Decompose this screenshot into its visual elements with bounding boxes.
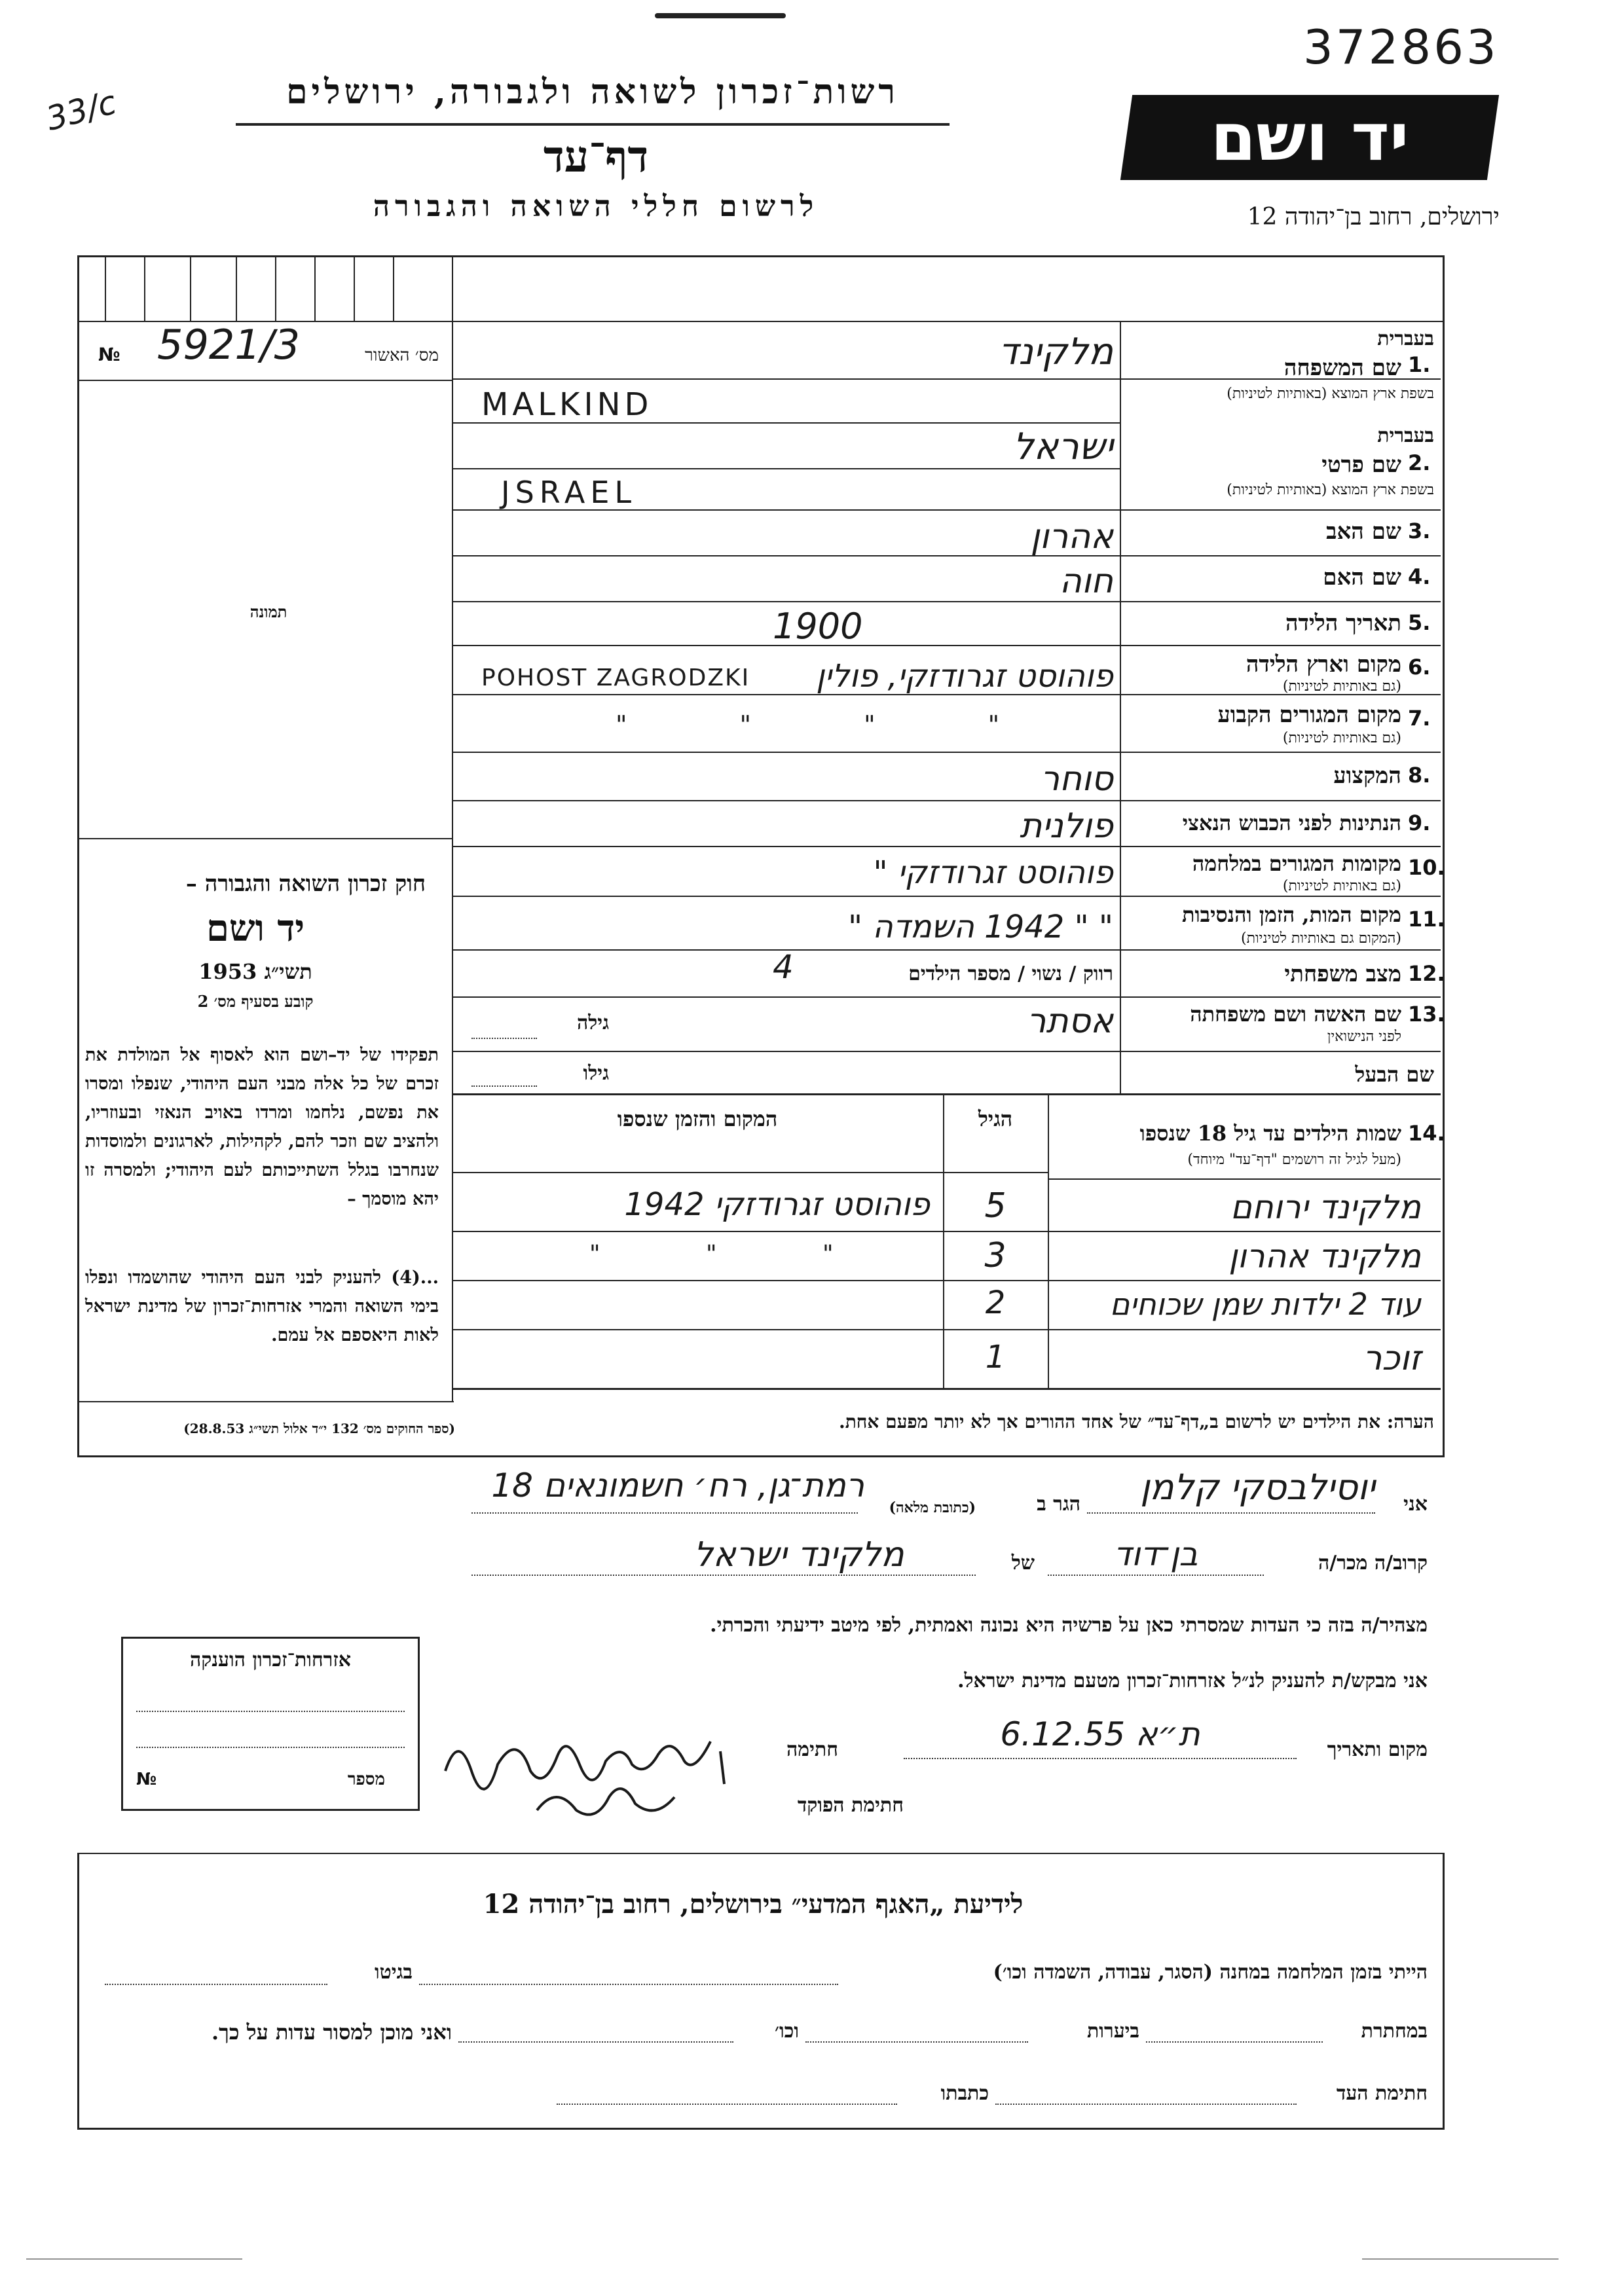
authority-line: רשות־זכרון לשואה ולגבורה, ירושלים: [286, 72, 899, 112]
divider-label-col: [1120, 321, 1121, 1093]
field-11-label: מקום המות, הזמן והנסיבות: [1181, 902, 1401, 927]
tick-1: [105, 255, 106, 321]
field-6-num: 6.: [1408, 655, 1431, 680]
field-1-sub: בשפת ארץ המוצא (באותיות לטיניות): [1227, 386, 1434, 402]
decl-i-value: יוסילבסקי קלמן: [1140, 1467, 1375, 1508]
field-2-num: 2.: [1408, 450, 1431, 475]
tick-8: [393, 255, 394, 321]
children-bottom-line: [452, 1388, 1441, 1390]
margin-note: 33/c: [42, 83, 120, 138]
footer-line2-a: במחתרת: [1361, 2020, 1428, 2043]
divider-left-col: [452, 255, 453, 1093]
children-row-line-3: [452, 1329, 1441, 1330]
footer-title: לידיעת „האגף המדעי״ בירושלים, רחוב בן־יהודה 12: [483, 1889, 1024, 1920]
tick-4: [236, 255, 237, 321]
serial-value: 5921/3: [157, 321, 301, 369]
authority-underline: [236, 123, 950, 126]
decl-address-sub: (כתובת מלאה): [889, 1499, 976, 1516]
row-line-9: [452, 846, 1441, 847]
row-line-5: [452, 645, 1441, 646]
field-12-label: מצב משפחתי: [1284, 961, 1401, 987]
field-7-sub: (גם באותיות לטיניות): [1282, 730, 1401, 746]
serial-line: [77, 380, 452, 381]
field-7-value: " " " ": [616, 710, 1000, 739]
child-row-3-name: עוד 2 ילדות שמן שכוחים: [1109, 1286, 1421, 1322]
child-row-2-age: 3: [984, 1236, 1006, 1275]
field-4-num: 4.: [1408, 564, 1431, 589]
field-2-hebrew-tag: בעברית: [1377, 424, 1434, 447]
address: ירושלים, רחוב בן־יהודה 12: [1247, 204, 1500, 230]
law-title: חוק זכרון השואה והגבורה –: [185, 871, 426, 897]
signature: [432, 1712, 747, 1830]
row-line-2a: [452, 468, 1120, 469]
decl-of-value: מלקינד ישראל: [693, 1535, 904, 1575]
husband-age-label: גילו: [583, 1062, 609, 1085]
citizenship-line-2: [136, 1747, 405, 1748]
archive-number: 372863: [1303, 20, 1499, 75]
tick-5: [275, 255, 276, 321]
decl-relation-value: בן־דוד: [1113, 1535, 1198, 1573]
law-bottom-line: [77, 1401, 454, 1402]
tick-6: [314, 255, 316, 321]
field-10-num: 10.: [1408, 855, 1445, 880]
field-10-value: פוהוסט זגרודזקי ": [873, 854, 1113, 891]
child-row-1-age: 5: [984, 1186, 1006, 1226]
field-13-label: שם האשה ושם משפחתה: [1190, 1002, 1401, 1027]
footer-line3-b: כתבתו: [940, 2082, 989, 2105]
children-note: הערה: את הילדים יש לרשום ב„דף־עד״ של אחד ההורים אך לא יותר מפעם אחת.: [838, 1411, 1434, 1432]
field-4-value: חוה: [1059, 562, 1113, 601]
logo-text: יד ושם: [1210, 99, 1409, 175]
footer-line3-a: חתימת העד: [1336, 2082, 1428, 2105]
children-row-line-2: [452, 1280, 1441, 1281]
row-line-4: [452, 601, 1441, 602]
field-1-value-he: מלקינד: [998, 331, 1113, 373]
field-5-num: 5.: [1408, 610, 1431, 635]
field-8-value: סוחר: [1040, 759, 1113, 799]
field-9-label: הנתינות לפני הכבוש הנאצי: [1182, 811, 1401, 835]
photo-bottom-line: [77, 838, 452, 839]
law-right-border: [452, 1093, 453, 1401]
row-line-7: [452, 752, 1441, 753]
footer-line1-a: הייתי בזמן המלחמה במחנה (הסגר, עבודה, השמדה וכו׳): [993, 1961, 1428, 1984]
field-5-value: 1900: [773, 606, 863, 647]
decl-signature-label: חתימה: [786, 1738, 838, 1761]
decl-address-label: הגר ב: [1037, 1493, 1080, 1516]
tick-3: [190, 255, 191, 321]
field-1-value-lat: MALKIND: [481, 386, 653, 423]
children-col-age: הגיל: [978, 1106, 1013, 1131]
field-6-value-lat: POHOST ZAGRODZKI: [481, 665, 750, 691]
citizenship-line-1: [136, 1711, 405, 1712]
decl-address-value: רמת־גן, רח׳ חשמונאים 18: [491, 1467, 864, 1504]
field-6-value: פוהוסט זגרודזקי, פולין: [816, 658, 1113, 695]
child-row-1-name: מלקינד ירוחם: [1230, 1188, 1421, 1226]
children-col-place: המקום והזמן שנספו: [617, 1106, 778, 1131]
row-line-11: [452, 949, 1441, 951]
children-num: 14.: [1408, 1121, 1445, 1146]
field-1-label: שם המשפחה: [1283, 355, 1401, 381]
children-row-line-1: [452, 1231, 1441, 1232]
citizenship-number-label: מספר: [347, 1770, 385, 1789]
footer-line2-b: ביערות: [1086, 2020, 1139, 2043]
field-4-label: שם האם: [1323, 564, 1401, 591]
row-line-10: [452, 896, 1441, 897]
tick-7: [354, 255, 355, 321]
field-3-num: 3.: [1408, 519, 1431, 543]
photo-label: תמונה: [249, 602, 287, 621]
law-ref: (ספר החוקים מס׳ 132 י״ד אלול תשי״ג 28.8.53): [183, 1421, 455, 1436]
decl-place-date-value: ת״א 6.12.55: [1000, 1715, 1200, 1753]
row-line-12: [452, 996, 1441, 998]
field-7-label: מקום המגורים הקבוע: [1217, 702, 1401, 728]
children-col-age-right: [1048, 1093, 1049, 1388]
form-title: דף־עד: [543, 131, 649, 182]
field-13-age-label: גילה: [576, 1011, 609, 1034]
field-12-children: 4: [773, 948, 794, 986]
field-10-sub: (גם באותיות לטיניות): [1282, 878, 1401, 894]
field-12-num: 12.: [1408, 961, 1445, 986]
row-line-13: [452, 1051, 1441, 1052]
field-8-num: 8.: [1408, 763, 1431, 788]
children-title: שמות הילדים עד גיל 18 שנספו: [1139, 1121, 1401, 1146]
field-9-value: פולנית: [1020, 807, 1113, 846]
footer-frame: [77, 1853, 1445, 2130]
decl-place-date-line: [904, 1758, 1297, 1759]
yad-vashem-logo: [1120, 95, 1499, 180]
decl-relation-line: [1048, 1575, 1264, 1576]
field-1-num: 1.: [1408, 352, 1431, 377]
citizenship-box: [121, 1637, 420, 1811]
field-6-sub: (גם באותיות לטיניות): [1282, 678, 1401, 695]
decl-address-line: [471, 1512, 858, 1514]
field-13-num: 13.: [1408, 1002, 1445, 1027]
form-subtitle: לרשום חללי השואה והגבורה: [373, 190, 819, 223]
decl-statement-1: מצהיר/ה בזה כי העדות שמסרתי כאן על פרשיה היא נכונה ואמתית, לפי מיטב ידיעתי והכרתי.: [710, 1614, 1428, 1637]
citizenship-title: אזרחות־זכרון הוענקה: [189, 1649, 352, 1671]
footer-line2-c: וכו׳: [775, 2020, 799, 2043]
children-header-line-name: [1048, 1178, 1441, 1180]
decl-of-line: [471, 1575, 976, 1576]
row-line-husband: [452, 1093, 1441, 1095]
field-8-label: המקצוע: [1333, 763, 1401, 789]
field-1-hebrew-tag: בעברית: [1377, 327, 1434, 350]
field-13-value: אסתר: [1026, 1002, 1113, 1041]
field-3-label: שם האב: [1326, 519, 1401, 545]
footer-line2-d: ואני מוכן למסור עדות על כך.: [211, 2020, 452, 2045]
law-name: יד ושם: [206, 907, 305, 950]
child-row-2-place: " " ": [589, 1241, 834, 1267]
field-9-num: 9.: [1408, 811, 1431, 835]
child-row-1-place: פוהוסט זגרודזקי 1942: [624, 1186, 930, 1223]
law-year: תשי״ג 1953: [198, 959, 312, 984]
law-text-2: ...(4) להעניק לבני העם היהודי שהושמדו ונפלו בימי השואה והמרי אזרחות־זכרון של מדינת ישראל לאות היאספם אל עמם.: [85, 1267, 439, 1345]
decl-relation-label: קרוב/ה מכר/ה: [1318, 1552, 1428, 1575]
field-2-sub: בשפת ארץ המוצא (באותיות לטיניות): [1227, 482, 1434, 498]
field-11-value: " " 1942 השמדה ": [848, 909, 1113, 945]
child-row-3-age: 2: [985, 1285, 1006, 1321]
children-header-line-place: [452, 1172, 1048, 1173]
children-sub: (מעל לגיל זה רושמים "דף־עד" מיוחד): [1187, 1152, 1401, 1168]
serial-no-sign: №: [98, 344, 120, 365]
child-row-4-name: זוכר: [1362, 1339, 1421, 1378]
decl-i-line: [1087, 1512, 1375, 1514]
field-7-num: 7.: [1408, 706, 1431, 731]
field-6-label: מקום וארץ הלידה: [1246, 651, 1401, 678]
top-scan-mark: [655, 13, 786, 18]
decl-place-date-label: מקום ותאריך: [1327, 1738, 1428, 1761]
field-2-label: שם פרטי: [1321, 452, 1401, 478]
footer-line1-b: בגיטו: [374, 1961, 413, 1984]
field-10-label: מקומות המגורים במלחמה: [1192, 851, 1401, 876]
child-row-2-name: מלקינד אהרון: [1228, 1237, 1421, 1275]
decl-of-label: של: [1011, 1552, 1035, 1575]
child-row-4-age: 1: [985, 1339, 1006, 1376]
decl-i-label: אני: [1403, 1493, 1428, 1516]
field-13-age-line: [471, 1038, 537, 1039]
husband-label: שם הבעל: [1355, 1062, 1434, 1087]
field-12-marital: רווק / נשוי / מספר הילדים: [908, 962, 1113, 985]
row-line-8: [452, 800, 1441, 801]
decl-officer-label: חתימת הפוקד: [797, 1794, 904, 1817]
field-2-value-lat: JSRAEL: [501, 475, 637, 510]
field-3-value: אהרון: [1030, 517, 1113, 556]
field-2-value-he: ישראל: [1012, 426, 1113, 468]
citizenship-no-sign: №: [136, 1770, 157, 1789]
law-clause: קובע בסעיף מס׳ 2: [197, 992, 314, 1011]
field-13-sub: לפני הנישואין: [1327, 1029, 1401, 1045]
husband-age-line: [471, 1085, 537, 1087]
field-11-sub: (המקום גם באותיות לטיניות): [1241, 930, 1401, 947]
tick-2: [144, 255, 145, 321]
field-11-num: 11.: [1408, 907, 1445, 932]
decl-statement-2: אני מבקש/ת להעניק לנ״ל אזרחות־זכרון מטעם מדינת ישראל.: [957, 1669, 1428, 1692]
field-5-label: תאריך הלידה: [1285, 610, 1401, 636]
serial-label: מס׳ האשור: [365, 346, 439, 365]
law-text: תפקידו של יד–ושם הוא לאסוף אל המולדת את זכרם של כל אלה מבני העם היהודי, שנפלו ומסרו את נפשם, נלחמו ומרדו באויב הנאזי ובעוזריו, ולהציב שם וזכר להם, לקהילות, לארגונים ולמוסדות שנחרבו בגלל השתייכותם לעם היהודי; ולמסרה זו יהא מוסמך –: [85, 1045, 439, 1209]
